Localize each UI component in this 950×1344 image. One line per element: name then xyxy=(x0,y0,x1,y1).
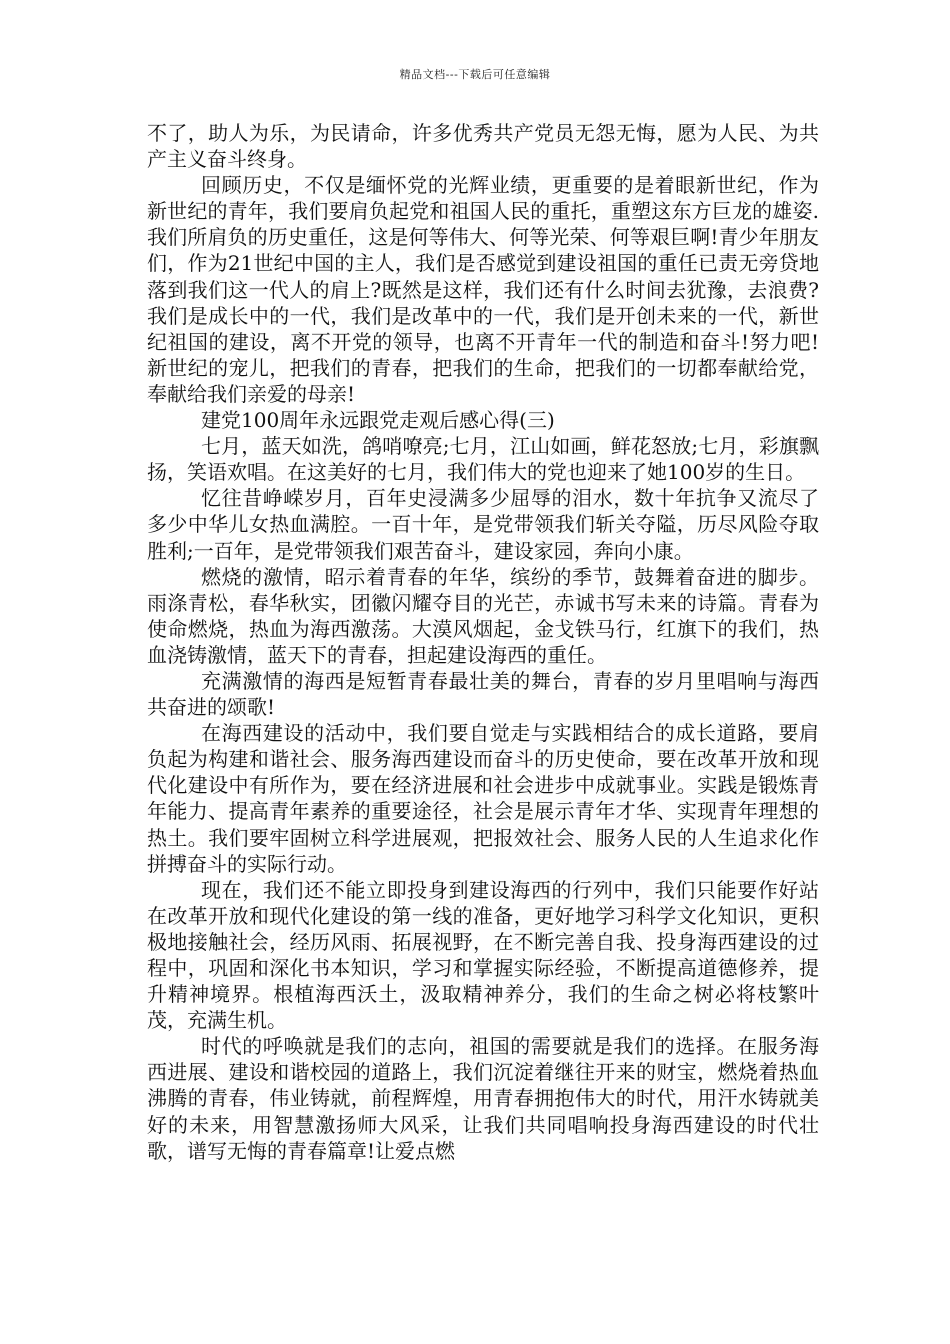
section-heading: 建党100周年永远跟党走观后感心得(三) xyxy=(201,408,555,433)
paragraph: 时代的呼唤就是我们的志向，祖国的需要就是我们的选择。在服务海西进展、建设和谐校园的道路上，我们沉淀着继往开来的财宝，燃烧着热血沸腾的青春，伟业铸就，前程辉煌，用青春拥抱伟大的时代，用汗水铸就美好的未来，用智慧激扬师大风采，让我们共同唱响投身海西建设的时代壮歌，谱写无悔的青春篇章!让爱点燃 xyxy=(147,1034,819,1163)
page-header: 精品文档---下载后可任意编辑 xyxy=(399,68,551,81)
paragraph: 忆往昔峥嵘岁月，百年史浸满多少屈辱的泪水，数十年抗争又流尽了多少中华儿女热血满腔。一百十年，是党带领我们斩关夺隘，历尽风险夺取胜利;一百年，是党带领我们艰苦奋斗，建设家园，奔向小康。 xyxy=(147,486,819,563)
paragraph: 在海西建设的活动中，我们要自觉走与实践相结合的成长道路，要肩负起为构建和谐社会、服务海西建设而奋斗的历史使命，要在改革开放和现代化建设中有所作为，要在经济进展和社会进步中成就事业。实践是锻炼青年能力、提高青年素养的重要途径，社会是展示青年才华、实现青年理想的热土。我们要牢固树立科学进展观，把报效社会、服务人民的人生追求化作拼搏奋斗的实际行动。 xyxy=(147,721,819,876)
paragraph: 现在，我们还不能立即投身到建设海西的行列中，我们只能要作好站在改革开放和现代化建设的第一线的准备，更好地学习科学文化知识，更积极地接触社会，经历风雨、拓展视野，在不断完善自我、投身海西建设的过程中，巩固和深化书本知识，学习和掌握实际经验，不断提高道德修养，提升精神境界。根植海西沃土，汲取精神养分，我们的生命之树必将枝繁叶茂，充满生机。 xyxy=(147,877,819,1033)
paragraph: 燃烧的激情，昭示着青春的年华，缤纷的季节，鼓舞着奋进的脚步。雨涤青松，春华秋实，团徽闪耀夺目的光芒，赤诚书写未来的诗篇。青春为使命燃烧，热血为海西激荡。大漠风烟起，金戈铁马行，红旗下的我们，热血浇铸激情，蓝天下的青春，担起建设海西的重任。 xyxy=(147,564,819,667)
paragraph: 七月，蓝天如洗，鸽哨嘹亮;七月，江山如画，鲜花怒放;七月，彩旗飘扬，笑语欢唱。在这美好的七月，我们伟大的党也迎来了她100岁的生日。 xyxy=(147,434,819,485)
document-body xyxy=(147,120,819,1164)
paragraph: 充满激情的海西是短暂青春最壮美的舞台，青春的岁月里唱响与海西共奋进的颂歌! xyxy=(147,668,819,720)
paragraph: 不了，助人为乐，为民请命，许多优秀共产党员无怨无悔，愿为人民、为共产主义奋斗终身。 xyxy=(147,121,819,172)
paragraph: 回顾历史，不仅是缅怀党的光辉业绩，更重要的是着眼新世纪，作为新世纪的青年，我们要肩负起党和祖国人民的重托，重塑这东方巨龙的雄姿.我们所肩负的历史重任，这是何等伟大、何等光荣、何等艰巨啊!青少年朋友们，作为21世纪中国的主人，我们是否感觉到建设祖国的重任已责无旁贷地落到我们这一代人的肩上?既然是这样，我们还有什么时间去犹豫，去浪费?我们是成长中的一代，我们是改革中的一代，我们是开创未来的一代，新世纪祖国的建设，离不开党的领导，也离不开青年一代的制造和奋斗!努力吧!新世纪的宠儿，把我们的青春，把我们的生命，把我们的一切都奉献给党，奉献给我们亲爱的母亲! xyxy=(147,173,819,406)
